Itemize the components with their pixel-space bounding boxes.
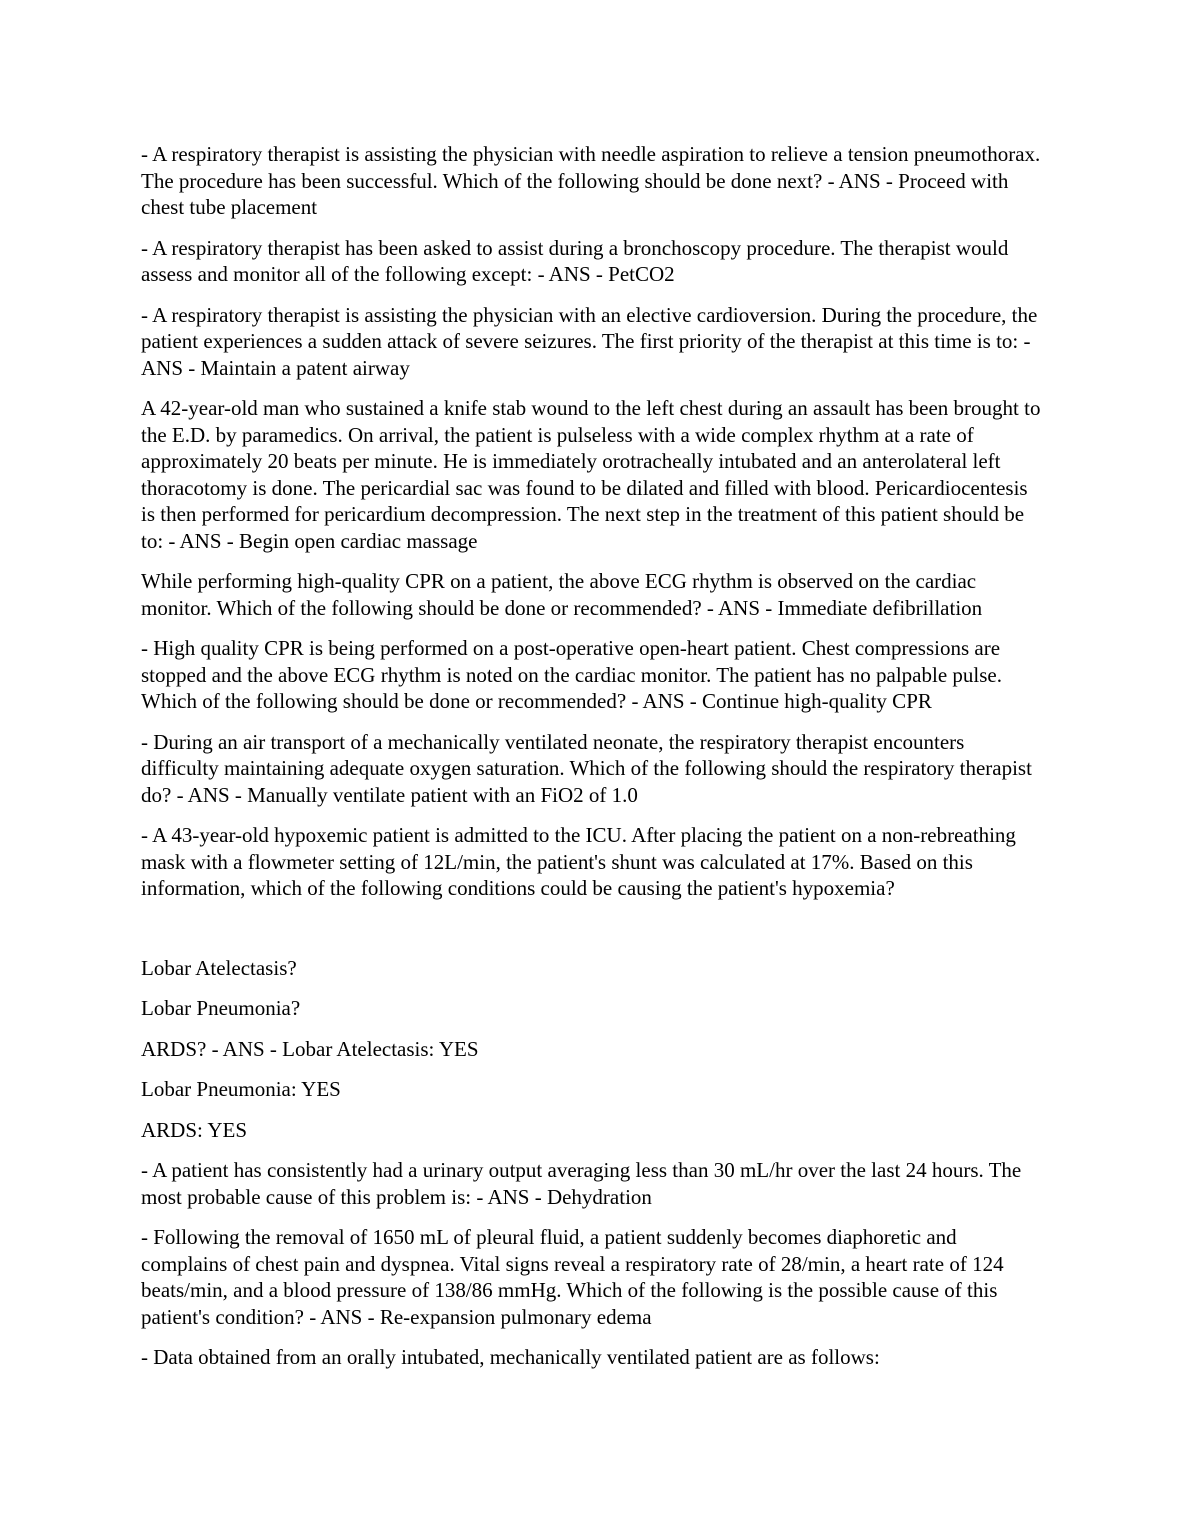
paragraph: - Following the removal of 1650 mL of pleural fluid, a patient suddenly becomes diaphoretic and complains of chest pain and dyspnea. Vital signs reveal a respiratory rate of 28/min, a heart rate of 124 beats/min, and a blood pressure of 138/86 mmHg. Which of the following is the possible cause of this patient's condition? - ANS - Re-expansion pulmonary edema xyxy=(141,1225,1004,1329)
paragraph: - Data obtained from an orally intubated, mechanically ventilated patient are as follows: xyxy=(141,1345,880,1369)
paragraph: - A respiratory therapist is assisting the physician with needle aspiration to relieve a tension pneumothorax. The procedure has been successful. Which of the following should be done next? - ANS - Proceed with chest tube placement xyxy=(141,142,1041,219)
paragraph: ARDS? - ANS - Lobar Atelectasis: YES xyxy=(141,1036,479,1061)
paragraph: - During an air transport of a mechanically ventilated neonate, the respiratory therapist encounters difficulty maintaining adequate oxygen saturation. Which of the following should the respiratory therapist do? - ANS - Manually ventilate patient with an FiO2 of 1.0 xyxy=(141,729,1032,807)
paragraph: - A 43-year-old hypoxemic patient is admitted to the ICU. After placing the patient on a non-rebreathing mask with a flowmeter setting of 12L/min, the patient's shunt was calculated at 17%. Based on this information, which of the following conditions could be causing the patient's hypoxemia? xyxy=(141,823,1016,900)
paragraph: Lobar Pneumonia? xyxy=(141,996,301,1020)
paragraph: - A respiratory therapist has been asked to assist during a bronchoscopy procedure. The therapist would assess and monitor all of the following except: - ANS - PetCO2 xyxy=(141,235,1009,286)
paragraph: While performing high-quality CPR on a patient, the above ECG rhythm is observed on the cardiac monitor. Which of the following should be done or recommended? - ANS - Immediate defibrillation xyxy=(141,569,983,620)
paragraph: - A patient has consistently had a urinary output averaging less than 30 mL/hr over the last 24 hours. The most probable cause of this problem is: - ANS - Dehydration xyxy=(141,1158,1022,1209)
paragraph: - High quality CPR is being performed on a post-operative open-heart patient. Chest compressions are stopped and the above ECG rhythm is noted on the cardiac monitor. The patient has no palpable pulse. Which of the following should be done or recommended? - ANS - Continue high-quality CPR xyxy=(141,636,1002,713)
paragraph: Lobar Atelectasis? xyxy=(141,955,297,980)
paragraph: ARDS: YES xyxy=(141,1117,247,1142)
paragraph: A 42-year-old man who sustained a knife stab wound to the left chest during an assault has been brought to the E.D. by paramedics. On arrival, the patient is pulseless with a wide complex rhythm at a rate of approximately 20 beats per minute. He is immediately orotracheally intubated and an anterolateral left thoracotomy is done. The pericardial sac was found to be dilated and filled with blood. Pericardiocentesis is then performed for pericardium decompression. The next step in the treatment of this patient should be to: - ANS - Begin open cardiac massage xyxy=(141,396,1041,553)
paragraph: - A respiratory therapist is assisting the physician with an elective cardioversion. During the procedure, the patient experiences a sudden attack of severe seizures. The first priority of the therapist at this time is to: - ANS - Maintain a patent airway xyxy=(141,302,1038,380)
paragraph: Lobar Pneumonia: YES xyxy=(141,1077,341,1101)
document-body xyxy=(141,141,1046,1371)
